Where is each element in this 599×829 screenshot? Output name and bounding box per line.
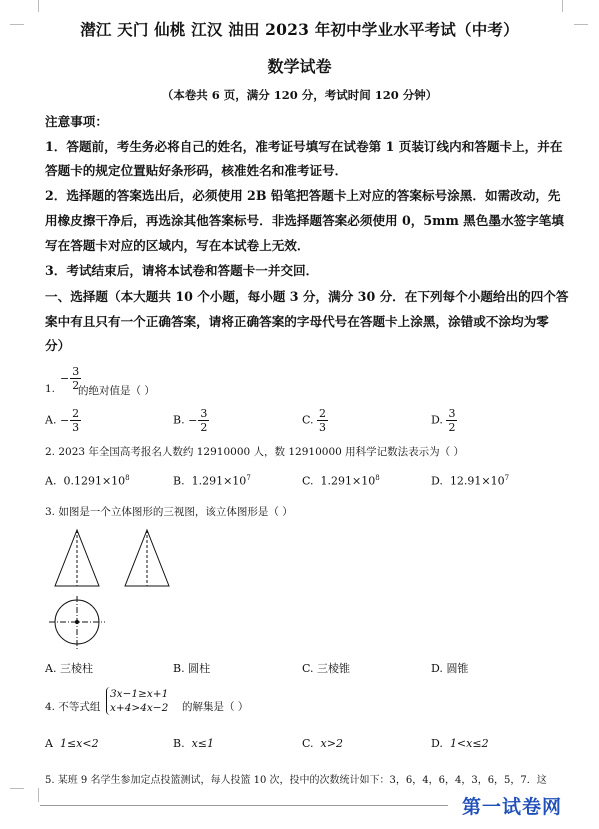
option-num: 3 [448,407,456,420]
option-text: x>2 [320,737,343,750]
q4-suffix: 的解集是（ ） [182,701,249,713]
option-label: A. [45,474,57,488]
option-base: 1.291×10 [320,474,376,488]
q2-option-a[interactable] [45,474,130,488]
notice-heading: 注意事项： [45,114,108,129]
q2-option-b[interactable] [173,474,251,488]
option-label: D. [431,737,443,750]
q4-eq1: 3x−1≥x+1 [110,688,169,700]
option-label: A [45,737,53,750]
option-num: 2 [72,407,80,420]
option-label: C. [302,474,314,488]
q4-option-a[interactable] [45,737,99,750]
option-base: 0.1291×10 [63,474,126,488]
q4-option-b[interactable] [173,737,214,750]
section-text: 案中有且只有一个正确答案，请将正确答案的字母代号在答题卡上涂黑，涂错或不涂均为零 [45,314,549,329]
q1-frac-num: 3 [72,365,80,378]
option-den: 2 [200,421,208,434]
option-label: A. [45,413,57,427]
q4-option-d[interactable] [431,737,489,750]
q1-option-d[interactable] [431,408,457,433]
option-text: 1<x≤2 [449,737,489,750]
option-text: 圆柱 [188,662,211,675]
notice-line: 1．答题前，考生务必将自己的姓名，准考证号填写在试卷第 1 页装订线内和答题卡上，并在 [45,139,563,154]
option-label: C. [302,662,314,675]
q3-text: 3. 如图是一个立体图形的三视图，该立体图形是（ ） [45,506,293,518]
option-label: D. [431,662,443,675]
notice-line: 答题卡的规定位置贴好条形码，核准姓名和准考证号． [45,163,348,178]
option-exp: 8 [125,474,130,482]
q1-suffix: 的绝对值是（ ） [78,385,155,397]
option-label: A. [45,662,57,675]
q3-option-b[interactable] [173,660,210,676]
option-sign: − [188,414,198,427]
option-den: 3 [319,421,327,434]
option-text: 三棱柱 [59,662,93,675]
option-label: B. [173,737,185,750]
option-text: x≤1 [191,737,215,750]
option-den: 3 [72,421,80,434]
q1-expression: − $\frac{3}{2}$ [60,365,80,392]
q3-option-c[interactable] [302,660,350,676]
option-exp: 8 [375,474,380,482]
q1-option-a[interactable] [45,408,81,433]
option-num: 2 [319,407,327,420]
option-exp: 7 [504,474,510,482]
q2-text: 2. 2023 年全国高考报名人数约 12910000 人，数 12910000 用科学记数法表示为（ ） [45,446,464,458]
option-label: C. [302,413,314,427]
q3-option-d[interactable] [431,660,468,676]
crop-mark [24,0,39,12]
option-label: B. [173,413,185,427]
option-text: 1≤x<2 [59,737,99,750]
option-label: C. [302,737,314,750]
option-sign: − [59,414,70,427]
option-base: 12.91×10 [449,474,505,488]
q2-option-c[interactable] [302,474,380,488]
option-exp: 7 [246,474,251,482]
q1-frac-den: 2 [72,379,80,392]
option-label: D. [431,413,443,427]
option-den: 2 [448,421,456,434]
section-heading: 一、选择题（本大题共 10 个小题，每小题 3 分，满分 30 分．在下列每个小题给出的四个答 [45,289,569,304]
crop-mark [24,788,39,802]
q1-option-b[interactable] [173,408,209,433]
three-view-figure [45,524,175,654]
option-text: 圆锥 [446,662,469,675]
q4-option-c[interactable] [302,737,343,750]
section-text: 分） [45,338,71,353]
subject-title: 数学试卷 [267,57,332,76]
exam-title: 潜江 天门 仙桃 江汉 油田 2023 年初中学业水平考试（中考） [80,20,519,39]
q1-option-c[interactable] [302,408,328,433]
notice-line: 2．选择题的答案选出后，必须使用 2B 铅笔把答题卡上对应的答案标号涂黑．如需改动，先 [45,188,561,203]
notice-line: 用橡皮擦干净后，再选涂其他答案标号．非选择题答案必须使用 0，5mm 黑色墨水签字笔填 [45,213,564,228]
option-label: D. [431,474,443,488]
option-text: 三棱锥 [317,662,351,675]
q4-eq2: x+4>4x−2 [110,702,169,714]
notice-line: 写在答题卡对应的区域内，写在本试卷上无效． [45,238,310,253]
notice-line: 3．考试结束后，请将本试卷和答题卡一并交回． [45,263,319,278]
option-base: 1.291×10 [191,474,247,488]
crop-mark [10,788,24,803]
watermark-logo: 第一试卷网 [462,796,563,818]
q3-option-a[interactable] [45,660,93,676]
q4-prefix: 4. 不等式组 [45,701,101,713]
option-label: B. [173,662,185,675]
q4-system [106,687,168,715]
q1-number: 1. [45,383,56,395]
exam-meta: （本卷共 6 页，满分 120 分，考试时间 120 分钟） [161,88,438,102]
q5-text: 5. 某班 9 名学生参加定点投篮测试，每人投篮 10 次，投中的次数统计如下：3，6，4，6，4，3，6，5，7．这 [45,775,547,786]
footer-rule [40,805,448,806]
q2-option-d[interactable] [431,474,509,488]
option-num: 3 [200,407,208,420]
option-label: B. [173,474,185,488]
